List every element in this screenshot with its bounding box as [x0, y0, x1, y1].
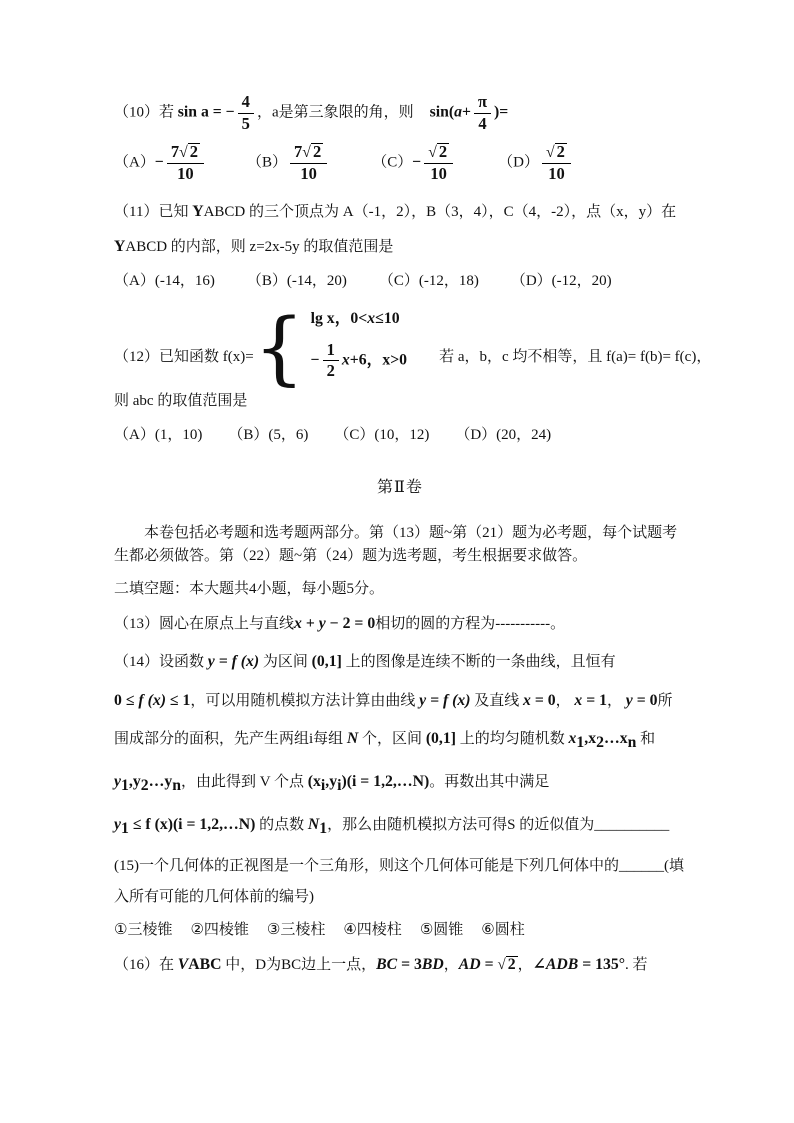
q12-options: （A）(1，10) （B）(5，6) （C）(10，12) （D）(20，24) [114, 426, 552, 443]
q10-options: （A）− $\frac{7√ 2}{10}$ （B） $\frac{7√ 2}{10}$ （C）− $\frac{√ 2}{10}$ （D） $\frac{√ 2}{10}$ [114, 142, 686, 184]
intro-paragraph: 本卷包括必考题和选考题两部分。第（13）题~第（21）题为必考题，每个试题考生都必须做答。第（22）题~第（24）题为选考题，考生根据要求做答。 [114, 525, 678, 564]
q16-stem: （16）在 VABC 中，D为BC边上一点，BC = 3BD，AD = √ 2 ，∠ADB = 135°. 若 [114, 955, 648, 973]
fill-section-title: 二填空题：本大题共4小题，每小题5分。 [114, 581, 385, 598]
q15-line-2: 入所有可能的几何体前的编号) [114, 888, 314, 905]
q11-line-1: （11）已知 YABCD 的三个顶点为 A（-1，2），B（3，4），C（4，-2），点（x，y）在 [114, 203, 677, 221]
q14-line-4: $y_1,y_2\dots y_n$，由此得到 V 个点 $(x_i,y_i)(i$ = 1,2,…N)。再数出其中满足 [114, 773, 550, 795]
q12-case-1: lg x，0<x≤10 [310, 310, 400, 328]
q12-brace: { [253, 301, 305, 395]
q11-options: （A）(-14，16) （B）(-14，20) （C）(-12，18) （D）(-12，20) [114, 272, 612, 289]
q12-case-2: − $\frac{1}{2}$ x+6，x>0 [310, 339, 408, 381]
q14-line-3: 围成部分的面积，先产生两组i每组 N 个，区间 (0,1] 上的均匀随机数 $x_1,x_2\dots x_n$ 和 [114, 730, 656, 752]
q12-lead: （12）已知函数 f(x)= [114, 348, 254, 365]
q15-choices: ①三棱锥 ②四棱锥 ③三棱柱 ④四棱柱 ⑤圆锥 ⑥圆柱 [114, 922, 525, 939]
q15-line-1: (15)一个几何体的正视图是一个三角形，则这个几何体可能是下列几何体中的______(填 [114, 858, 684, 875]
q14-line-2: 0 ≤ f (x) ≤ 1，可以用随机模拟方法计算由曲线 y = f (x) 及直线 x = 0， x = 1， y = 0所 [114, 691, 673, 709]
q14-line-1: （14）设函数 y = f (x) 为区间 (0,1] 上的图像是连续不断的一条曲线，且恒有 [114, 653, 616, 671]
q12-tail: 若 a，b，c 均不相等，且 f(a)= f(b)= f(c)， [439, 348, 712, 365]
q12-block [114, 301, 712, 395]
section-heading: 第Ⅱ卷 [377, 479, 423, 497]
q12-conclusion: 则 abc 的取值范围是 [114, 393, 248, 410]
q13-stem: （13）圆心在原点上与直线x + y − 2 = 0相切的圆的方程为-----------。 [114, 614, 566, 632]
q11-line-2: YABCD 的内部，则 z=2x-5y 的取值范围是 [114, 237, 394, 255]
q12-cases [305, 307, 413, 382]
q14-line-5: $y_1 \le f$ (x)(i = 1,2,…N) 的点数 $N_1$，那么由随机模拟方法可得S 的近似值为__________ [114, 815, 670, 837]
q10-stem: （10）若 sin a = − $\frac{4}{5}$ ，a是第三象限的角，则 sin(a+ $\frac{\pi}{4}$ )= [114, 92, 509, 133]
